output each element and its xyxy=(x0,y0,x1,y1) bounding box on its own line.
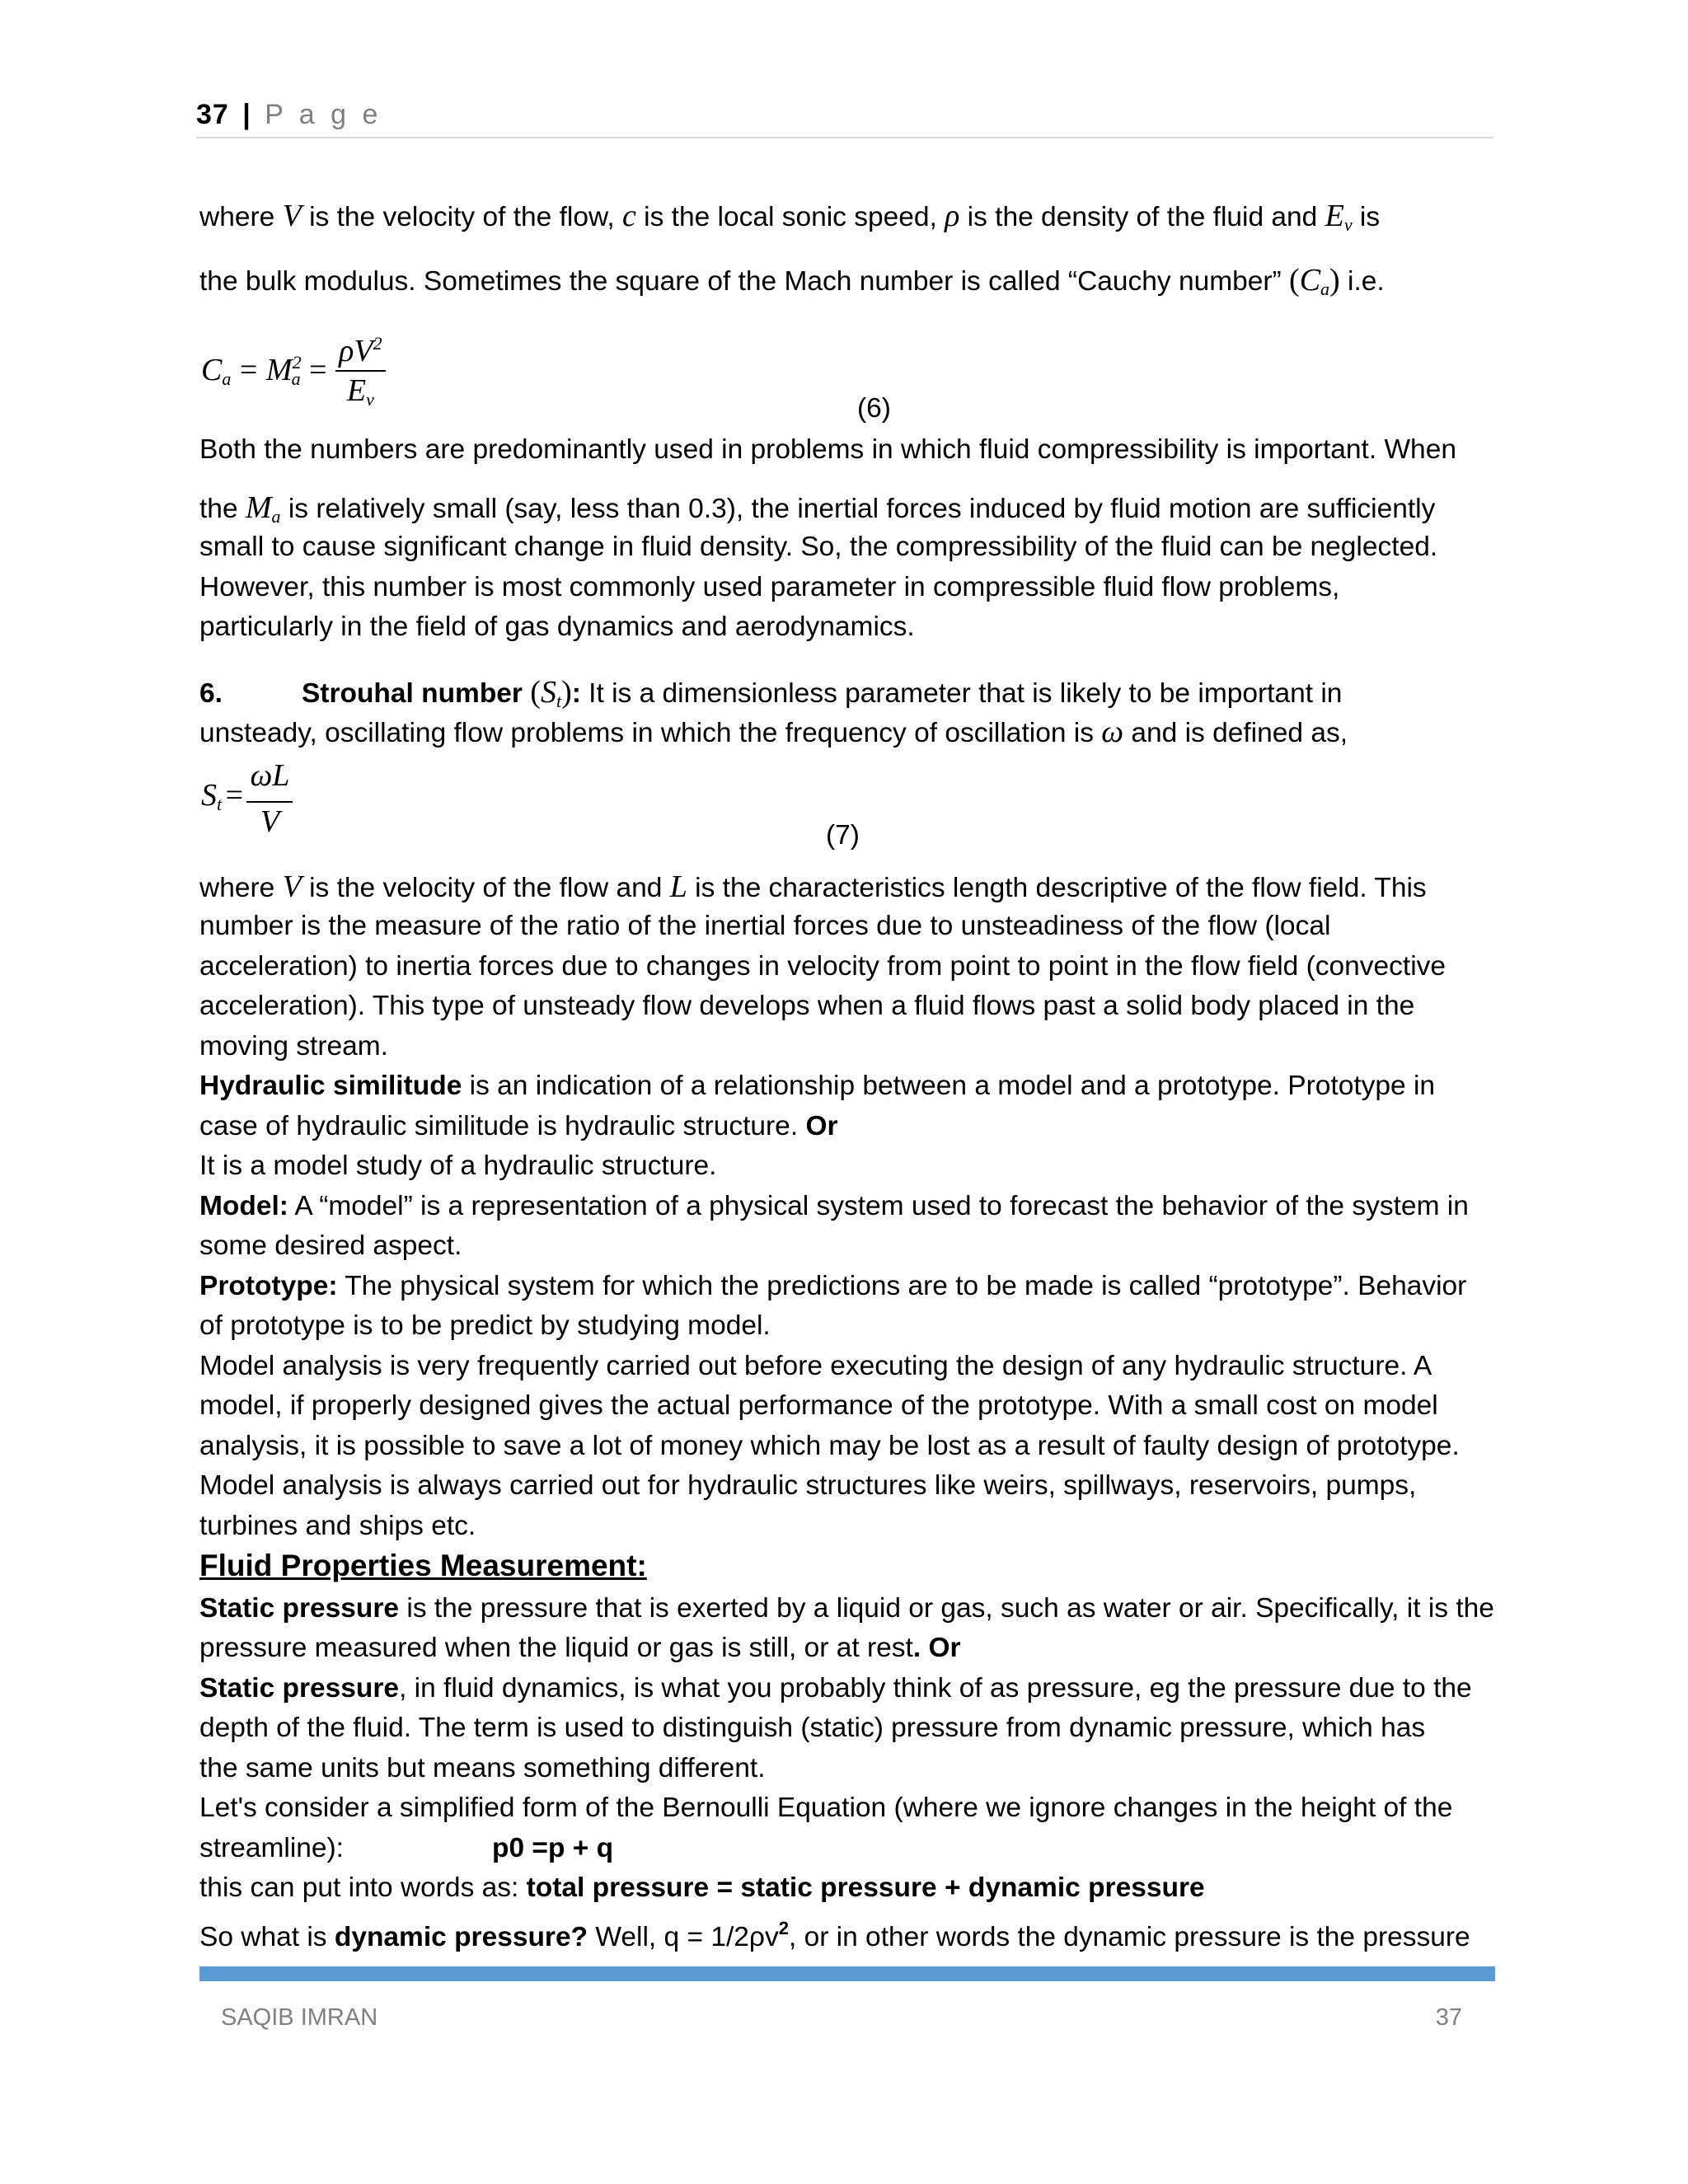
math-symbol: ω xyxy=(1101,715,1124,749)
paragraph-line: the same units but means something different. xyxy=(199,1753,766,1783)
strouhal-heading-line: 6. Strouhal number $(S_t)$: It is a dimensionless parameter that is likely to be important in xyxy=(199,675,1343,711)
math-symbol: C xyxy=(1299,263,1321,298)
paragraph-line: where V is the velocity of the flow, c is the local sonic speed, ρ is the density of the fluid and $E_v$ is xyxy=(199,199,1381,235)
paragraph-line: unsteady, oscillating flow problems in which the frequency of oscillation is ω and is defined as, xyxy=(199,715,1348,749)
term: Strouhal number xyxy=(301,678,531,709)
paragraph-line: acceleration). This type of unsteady flow develops when a fluid flows past a solid body placed in the xyxy=(199,991,1415,1021)
term: Static pressure xyxy=(199,1593,400,1624)
paragraph-line: case of hydraulic similitude is hydraulic structure. Or xyxy=(199,1111,838,1141)
paragraph-line: Model analysis is very frequently carried out before executing the design of any hydraulic structure. A xyxy=(199,1351,1432,1381)
header-separator: | xyxy=(242,99,251,130)
term: Static pressure xyxy=(199,1673,400,1704)
term: Hydraulic similitude xyxy=(199,1071,462,1101)
paragraph-line: moving stream. xyxy=(199,1031,388,1062)
paragraph-line: So what is dynamic pressure? Well, $q = 1/2\rho v^2$, or in other words the dynamic pressure is the pressure xyxy=(199,1918,1470,1952)
math-symbol: V xyxy=(282,869,302,904)
paragraph-line: number is the measure of the ratio of the inertial forces due to unsteadiness of the flow (local xyxy=(199,911,1331,941)
paragraph-line: depth of the fluid. The term is used to distinguish (static) pressure from dynamic pressure, which has xyxy=(199,1713,1426,1743)
math-symbol: L xyxy=(669,869,687,904)
paragraph-line: Hydraulic similitude is an indication of a relationship between a model and a prototype. Prototype in xyxy=(199,1071,1436,1101)
paragraph-line: Static pressure is the pressure that is exerted by a liquid or gas, such as water or air. Specifically, it is the xyxy=(199,1593,1494,1624)
math-symbol: ρ xyxy=(945,199,960,233)
footer-rule xyxy=(199,1966,1495,1981)
paragraph-line: model, if properly designed gives the actual performance of the prototype. With a small cost on model xyxy=(199,1390,1438,1421)
paragraph-line: particularly in the field of gas dynamics and aerodynamics. xyxy=(199,612,915,642)
equation-6: $C_a = M^2_a$ = $\frac{\rho V^2}{E_v}$ xyxy=(201,325,386,419)
paragraph-line: Static pressure, in fluid dynamics, is what you probably think of as pressure, eg the pressure due to the xyxy=(199,1673,1472,1704)
equation-inline: p0 =p + q xyxy=(492,1833,614,1863)
header-rule xyxy=(196,137,1493,138)
paragraph-line: Model analysis is always carried out for hydraulic structures like weirs, spillways, reservoirs, pumps, xyxy=(199,1470,1417,1501)
fraction: $\frac{\rho V^2}{E_v}$ xyxy=(335,325,385,419)
footer-author: SAQIB IMRAN xyxy=(221,2004,378,2031)
paragraph-line: turbines and ships etc. xyxy=(199,1511,476,1541)
paragraph-line: the $M_a$ is relatively small (say, less than 0.3), the inertial forces induced by fluid motion are sufficiently xyxy=(199,490,1436,527)
paragraph-line: of prototype is to be predict by studying model. xyxy=(199,1310,771,1341)
paragraph-line: small to cause significant change in fluid density. So, the compressibility of the fluid can be neglected. xyxy=(199,532,1438,562)
paragraph-line: Prototype: The physical system for which the predictions are to be made is called “prototype”. Behavior xyxy=(199,1271,1467,1301)
paragraph-line: However, this number is most commonly used parameter in compressible fluid flow problems, xyxy=(199,572,1340,602)
equation-7: St = $\frac{\omega L}{V}$ xyxy=(201,757,293,847)
paragraph-line: the bulk modulus. Sometimes the square of the Mach number is called “Cauchy number” $(C_a)$ i.e. xyxy=(199,263,1385,299)
paragraph-line: acceleration) to inertia forces due to changes in velocity from point to point in the flow field (convective xyxy=(199,951,1447,982)
section-heading: Fluid Properties Measurement: xyxy=(199,1549,647,1582)
footer-page-number: 37 xyxy=(1435,2004,1462,2031)
math-symbol: M xyxy=(245,490,272,525)
paragraph-line: Let's consider a simplified form of the Bernoulli Equation (where we ignore changes in the height of the xyxy=(199,1793,1453,1823)
paragraph-line: some desired aspect. xyxy=(199,1230,462,1261)
paragraph-line: analysis, it is possible to save a lot of money which may be lost as a result of faulty design of prototype. xyxy=(199,1431,1460,1461)
header-page-word: P a g e xyxy=(265,99,382,130)
paragraph-line: where V is the velocity of the flow and L is the characteristics length descriptive of the flow field. This xyxy=(199,869,1427,904)
list-number: 6. xyxy=(199,678,223,709)
term: Prototype: xyxy=(199,1271,338,1301)
math-symbol: V xyxy=(282,199,302,233)
equation-number: (6) xyxy=(857,393,891,424)
paragraph-line: It is a model study of a hydraulic structure. xyxy=(199,1151,717,1181)
math-symbol: E xyxy=(1325,199,1344,233)
paragraph-line: Both the numbers are predominantly used in problems in which fluid compressibility is important. When xyxy=(199,434,1456,465)
paragraph-line: this can put into words as: total pressure = static pressure + dynamic pressure xyxy=(199,1872,1205,1903)
paragraph-line: pressure measured when the liquid or gas is still, or at rest. Or xyxy=(199,1633,961,1663)
fraction: $\frac{\omega L}{V}$ xyxy=(246,757,293,847)
math-symbol: c xyxy=(621,199,636,233)
paragraph-line: Model: A “model” is a representation of a physical system used to forecast the behavior of the system in xyxy=(199,1191,1469,1221)
page-header xyxy=(196,99,382,131)
equation-number: (7) xyxy=(826,820,860,851)
paragraph-line: streamline): p0 =p + q xyxy=(199,1833,614,1863)
term: Model: xyxy=(199,1191,288,1221)
header-page-number: 37 xyxy=(196,99,229,130)
